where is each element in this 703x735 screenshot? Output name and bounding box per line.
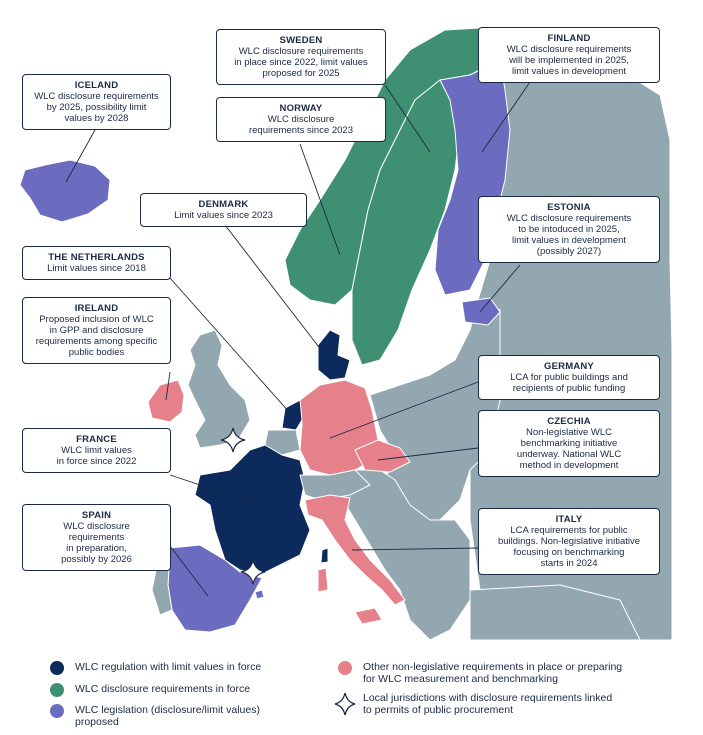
legend-label: Other non-legislative requirements in place or preparing for WLC measurement and benchmarking [363,661,623,685]
green-dot [50,683,64,697]
legend-item-proposed [50,704,260,728]
country-description: WLC disclosure requirements in place since 2022, limit values proposed for 2025 [234,46,368,79]
country-name: IRELAND [74,303,119,314]
legend-item-non-legislative [338,661,622,685]
country-description: LCA requirements for public buildings. Non-legislative initiative focusing on benchmarking starts in 2024 [497,525,641,569]
four-point-star-icon [334,692,356,716]
country-description: WLC disclosure requirements by 2025, possibility limit values by 2028 [34,91,159,124]
dark-navy-dot [50,661,64,675]
country-description: WLC disclosure requirements will be implemented in 2025, limit values in development [506,44,632,77]
country-description: Proposed inclusion of WLC in GPP and disclosure requirements among specific public bodies [35,314,158,358]
country-name: FINLAND [547,33,591,44]
country-name: ICELAND [74,80,119,91]
country-description: WLC disclosure requirements to be intoduced in 2025, limit values in development (possibly 2027) [506,213,632,257]
legend-label: WLC legislation (disclosure/limit values) proposed [75,704,260,728]
legend-item-local [334,692,612,716]
legend-item-regulation [50,661,261,675]
country-name: THE NETHERLANDS [48,252,145,263]
pink-dot [338,661,352,675]
purple-dot [50,704,64,718]
country-description: LCA for public buildings and recipients of public funding [510,372,628,394]
country-description: Non-legislative WLC benchmarking initiative underway. National WLC method in development [516,427,622,471]
country-name: ITALY [555,514,583,525]
country-description: Limit values since 2023 [174,210,273,221]
legend-label: Local jurisdictions with disclosure requirements linked to permits of public procurement [363,692,613,716]
country-name: CZECHIA [547,416,591,427]
country-description: Limit values since 2018 [47,263,146,274]
legend-label: WLC regulation with limit values in force [75,661,262,673]
country-name: GERMANY [544,361,594,372]
country-description: WLC disclosure requirements in preparation, possibly by 2026 [61,521,132,565]
country-name: DENMARK [198,199,249,210]
country-name: FRANCE [76,434,117,445]
country-description: WLC limit values in force since 2022 [56,445,137,467]
country-name: SWEDEN [279,35,323,46]
legend-label: WLC disclosure requirements in force [75,683,251,695]
country-name: ESTONIA [547,202,591,213]
country-description: WLC disclosure requirements since 2023 [248,114,354,136]
country-name: NORWAY [279,103,323,114]
legend-item-disclosure [50,683,250,697]
country-name: SPAIN [81,510,112,521]
